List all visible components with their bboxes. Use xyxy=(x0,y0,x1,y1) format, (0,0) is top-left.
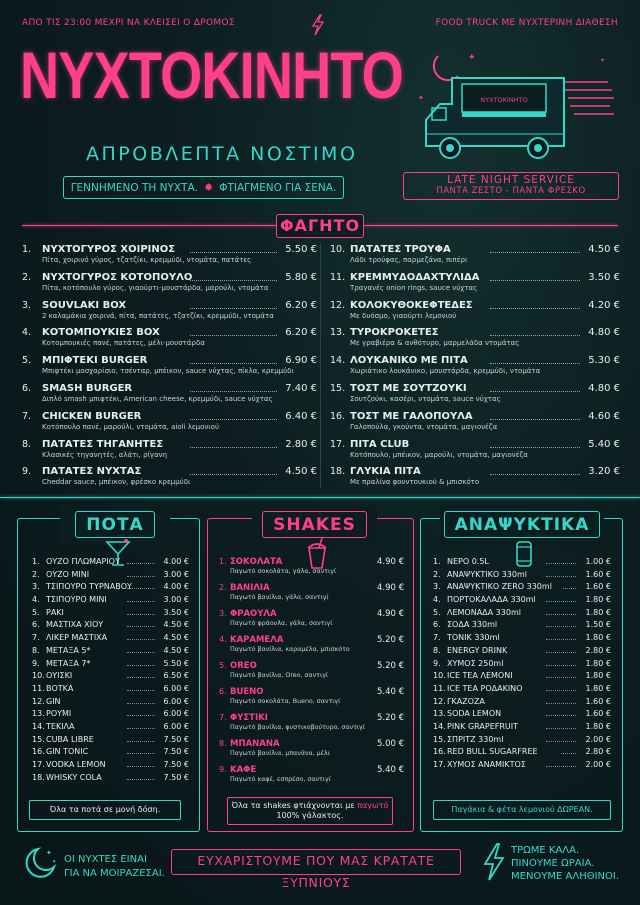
food-name: SMASH BURGER xyxy=(42,382,133,394)
list-item: 13. ΡΟΥΜΙ 6.00 € xyxy=(32,709,189,719)
food-item: 2. ΝΥΧΤΟΓΥΡΟΣ ΚΟΤΟΠΟΥΛΟ 5.80 € Πίτα, κοτόπουλο γύρος, γιαούρτι-μουστάρδα, μαρούλι, ντομάτα xyxy=(22,271,317,292)
list-item: 12. GIN 6.00 € xyxy=(32,696,189,706)
food-name: ΤΥΡΟΚΡΟΚΕΤΕΣ xyxy=(350,327,439,339)
food-price: 6.20 € xyxy=(285,299,317,311)
moon-stars-icon xyxy=(22,845,58,881)
food-desc: Διπλό smash μπιφτέκι, American cheese, κρεμμύδι, sauce νύχτας xyxy=(42,394,273,403)
food-name: ΓΛΥΚΙΑ ΠΙΤΑ xyxy=(350,466,421,478)
food-desc: Λάδι τρούφας, παρμεζάνα, πιπέρι xyxy=(350,256,468,264)
list-item: 3. ΑΝΑΨΥΚΤΙΚΟ ZERO 330ml 1.60 € xyxy=(433,582,611,592)
food-item: 6. SMASH BURGER 7.40 € Διπλό smash μπιφτέκι, American cheese, κρεμμύδι, sauce νύχτας xyxy=(22,382,317,403)
list-item: 5. OREO 5.20 € Παγωτό βανίλια, Oreo, σαντιγί xyxy=(219,661,404,679)
food-price: 3.20 € xyxy=(588,466,620,478)
soft-drinks-list xyxy=(433,557,611,773)
soft-drinks-header xyxy=(440,505,604,545)
list-item: 3. ΤΣΙΠΟΥΡΟ ΤΥΡΝΑΒΟΥ 4.00 € xyxy=(32,582,189,592)
list-item: 9. ΧΥΜΟΣ 250ml 1.80 € xyxy=(433,658,611,668)
food-name: ΤΟΣΤ ΜΕ ΣΟΥΤΖΟΥΚΙ xyxy=(350,382,467,394)
food-item: 12. ΚΟΛΟΚΥΘΟΚΕΦΤΕΔΕΣ 4.20 € Με δυόσμο, γιαούρτι λεμονιού xyxy=(330,299,620,320)
drinks-title: ΠΟΤΑ xyxy=(75,511,154,538)
food-desc: Κοτόπουλο πανέ, μαρούλι, ντομάτα, aioli λεμονιού xyxy=(42,422,220,431)
soft-drinks-title: ΑΝΑΨΥΚΤΙΚΑ xyxy=(444,511,601,538)
food-truck-icon xyxy=(404,42,618,170)
food-item: 3. SOUVLAKI BOX 6.20 € 2 καλαμάκια χοιρινά, πίτα, πατάτες, τζατζίκι, κρεμμύδι, ντομάτα xyxy=(22,299,317,320)
food-desc: Μπιφτέκι μοσχαρίσιο, τσένταρ, μπέικον, sauce νύχτας, πίκλα, κρεμμύδι xyxy=(42,367,294,376)
list-item: 17. VODKA LEMON 7.50 € xyxy=(32,760,189,769)
list-item: 2. ΟΥΖΟ MINI 3.00 € xyxy=(32,569,189,579)
food-item: 18. ΓΛΥΚΙΑ ΠΙΤΑ 3.20 € Με πραλίνα φουντουκιού & μπισκότο xyxy=(330,466,620,487)
list-item: 16. GIN TONIC 7.50 € xyxy=(32,747,189,757)
food-name: ΚΟΤΟΜΠΟΥΚΙΕΣ BOX xyxy=(42,327,160,339)
shakes-list xyxy=(219,557,404,791)
brand-title: ΝΥΧΤΟΚΙΝΗΤΟ xyxy=(20,38,403,112)
food-name: ΠΙΤΑ CLUB xyxy=(350,438,410,450)
food-name: ΝΥΧΤΟΓΥΡΟΣ ΚΟΤΟΠΟΥΛΟ xyxy=(42,271,193,283)
food-name: ΠΑΤΑΤΕΣ ΤΗΓΑΝΗΤΕΣ xyxy=(42,438,164,450)
list-item: 15. ΣΠΡΙΤΖ 330ml 2.00 € xyxy=(433,734,611,744)
food-desc: Πίτα, χοιρινό γύρος, τζατζίκι, κρεμμύδι, ντομάτα, πατάτες xyxy=(42,256,252,264)
food-name: ΜΠΙΦΤΕΚΙ BURGER xyxy=(42,355,148,367)
list-item: 6. BUENO 5.40 € Παγωτό σοκολάτα, Bueno, σαντιγί xyxy=(219,687,404,705)
list-item: 8. ENERGY DRINK 2.80 € xyxy=(433,645,611,655)
food-name: ΛΟΥΚΑΝΙΚΟ ΜΕ ΠΙΤΑ xyxy=(350,355,468,367)
food-item: 7. CHICKEN BURGER 6.40 € Κοτόπουλο πανέ, μαρούλι, ντομάτα, aioli λεμονιού xyxy=(22,410,317,431)
list-item: 14. ΤΕΚΙΛΑ 6.00 € xyxy=(32,721,189,731)
drinks-note: Όλα τα ποτά σε μονή δόση. xyxy=(29,800,181,820)
footer-right-line1: ΤΡΩΜΕ ΚΑΛΑ. xyxy=(511,845,580,856)
footer-right-line2: ΠΙΝΟΥΜΕ ΩΡΑΙΑ. xyxy=(511,858,595,869)
food-item: 10. ΠΑΤΑΤΕΣ ΤΡΟΥΦΑ 4.50 € Λάδι τρούφας, παρμεζάνα, πιπέρι xyxy=(330,244,620,264)
food-price: 7.40 € xyxy=(285,382,317,394)
late-night-subtitle: ΠΑΝΤΑ ΖΕΣΤΟ - ΠΑΝΤΑ ΦΡΕΣΚΟ xyxy=(436,186,586,196)
food-price: 6.40 € xyxy=(285,410,317,422)
list-item: 7. ΦΥΣΤΙΚΙ 5.20 € Παγωτό βανίλια, φυστικοβούτυρο, σαντιγί xyxy=(219,713,404,731)
truck-tagline: FOOD TRUCK ΜΕ ΝΥΧΤΕΡΙΝΗ ΔΙΑΘΕΣΗ xyxy=(435,18,618,28)
footer-left-line2: ΓΙΑ ΝΑ ΜΟΙΡΑΖΕΣΑΙ. xyxy=(64,867,165,879)
hours-text: ΑΠΟ ΤΙΣ 23:00 ΜΕΧΡΙ ΝΑ ΚΛΕΙΣΕΙ Ο ΔΡΟΜΟΣ xyxy=(22,18,235,28)
shakes-note: Όλα τα shakes φτιάχνονται με παγωτό 100% γάλακτος. xyxy=(227,797,393,825)
divider xyxy=(22,225,276,226)
truck-sign: ΝΥΧΤΟΚΙΝΗΤΟ xyxy=(480,96,528,104)
food-price: 4.80 € xyxy=(588,382,620,394)
slogan-right: ΦΤΙΑΓΜΕΝΟ ΓΙΑ ΣΕΝΑ. xyxy=(219,181,337,194)
food-desc: Γαλοπούλα, γκούντα, ντομάτα, μαγιονέζα xyxy=(350,422,498,431)
svg-text:✦: ✦ xyxy=(418,94,424,102)
list-item: 4. ΠΟΡΤΟΚΑΛΑΔΑ 330ml 1.80 € xyxy=(433,595,611,605)
late-night-box xyxy=(403,172,619,200)
food-list-right xyxy=(330,244,620,494)
sparkle-icon: ✸ xyxy=(204,181,214,194)
list-item: 12. ΓΚΑΖΟΖΑ 1.60 € xyxy=(433,696,611,706)
food-item: 11. ΚΡΕΜΜΥΔΟΔΑΧΤΥΛΙΔΑ 3.50 € Τραγανές onion rings, sauce νύχτας xyxy=(330,271,620,292)
list-item: 13. SODA LEMON 1.60 € xyxy=(433,709,611,719)
food-desc: Με δυόσμο, γιαούρτι λεμονιού xyxy=(350,311,457,320)
food-name: ΚΟΛΟΚΥΘΟΚΕΦΤΕΔΕΣ xyxy=(350,299,473,311)
list-item: 8. ΜΕΤΑΞΑ 5* 4.50 € xyxy=(32,645,189,655)
slogan-box xyxy=(63,176,344,199)
food-item: 15. ΤΟΣΤ ΜΕ ΣΟΥΤΖΟΥΚΙ 4.80 € Σουτζούκι, κασέρι, ντομάτα, sauce νύχτας xyxy=(330,382,620,403)
list-item: 9. ΚΑΦΕ 5.40 € Παγωτό καφέ, εσπρέσο, σαντιγί xyxy=(219,765,404,783)
list-item: 2. ΒΑΝΙΛΙΑ 4.90 € Παγωτό βανίλια, γάλα, σαντιγί xyxy=(219,583,404,601)
food-price: 4.20 € xyxy=(588,299,620,311)
food-price: 5.50 € xyxy=(285,244,317,255)
footer-left xyxy=(22,845,172,885)
food-name: CHICKEN BURGER xyxy=(42,410,142,422)
food-price: 5.40 € xyxy=(588,438,620,450)
svg-text:✦: ✦ xyxy=(46,849,52,857)
food-desc: Κλασικές τηγανητές, αλάτι, ρίγανη xyxy=(42,450,168,459)
food-desc: Πίτα, κοτόπουλο γύρος, γιαούρτι-μουστάρδα, μαρούλι, ντομάτα xyxy=(42,283,269,292)
footer-left-line1: ΟΙ ΝΥΧΤΕΣ ΕΙΝΑΙ xyxy=(64,854,147,865)
food-item: 1. ΝΥΧΤΟΓΥΡΟΣ ΧΟΙΡΙΝΟΣ 5.50 € Πίτα, χοιρινό γύρος, τζατζίκι, κρεμμύδι, ντομάτα, πατάτες xyxy=(22,244,317,264)
food-desc: Σουτζούκι, κασέρι, ντομάτα, sauce νύχτας xyxy=(350,394,501,403)
list-item: 11. ICE TEA ΡΟΔΑΚΙΝΟ 1.80 € xyxy=(433,683,611,693)
list-item: 11. ΒΟΤΚΑ 6.00 € xyxy=(32,683,189,693)
shakes-header xyxy=(252,505,377,545)
food-name: SOUVLAKI BOX xyxy=(42,299,127,311)
list-item: 16. RED BULL SUGARFREE 2.80 € xyxy=(433,747,611,757)
food-price: 4.60 € xyxy=(588,410,620,422)
shakes-title: SHAKES xyxy=(262,511,367,538)
list-item: 7. ΤΟΝΙΚ 330ml 1.80 € xyxy=(433,633,611,643)
list-item: 4. ΤΣΙΠΟΥΡΟ MINI 3.00 € xyxy=(32,595,189,605)
food-item: 9. ΠΑΤΑΤΕΣ ΝΥΧΤΑΣ 4.50 € Cheddar sauce, μπέικον, φρέσκο κρεμμύδι xyxy=(22,466,317,487)
slogan-left: ΓΕΝΝΗΜΕΝΟ ΤΗ ΝΥΧΤΑ. xyxy=(70,181,198,194)
list-item: 10. ICE TEA ΛΕΜΟΝΙ 1.80 € xyxy=(433,671,611,681)
food-name: ΝΥΧΤΟΓΥΡΟΣ ΧΟΙΡΙΝΟΣ xyxy=(42,244,176,255)
food-item: 16. ΤΟΣΤ ΜΕ ΓΑΛΟΠΟΥΛΑ 4.60 € Γαλοπούλα, γκούντα, ντομάτα, μαγιονέζα xyxy=(330,410,620,431)
list-item: 15. CUBA LIBRE 7.50 € xyxy=(32,734,189,744)
list-item: 4. ΚΑΡΑΜΕΛΑ 5.20 € Παγωτό βανίλια, καραμέλα, μπισκότο xyxy=(219,635,404,653)
food-item: 4. ΚΟΤΟΜΠΟΥΚΙΕΣ BOX 6.20 € Κοτομπουκιές πανέ, πατάτες, μέλι-μουστάρδα xyxy=(22,327,317,348)
list-item: 2. ΑΝΑΨΥΚΤΙΚΟ 330ml 1.60 € xyxy=(433,569,611,579)
divider xyxy=(0,497,640,498)
food-price: 4.50 € xyxy=(285,466,317,478)
list-item: 6. ΣΟΔΑ 330ml 1.50 € xyxy=(433,620,611,630)
footer-right xyxy=(478,840,628,890)
food-name: ΠΑΤΑΤΕΣ ΤΡΟΥΦΑ xyxy=(350,244,451,255)
list-item: 3. ΦΡΑΟΥΛΑ 4.90 € Παγωτό φράουλα, γάλα, σαντιγί xyxy=(219,609,404,627)
list-item: 10. ΟΥΙΣΚΙ 6.50 € xyxy=(32,671,189,681)
lightning-bolt-icon xyxy=(311,14,325,36)
list-item: 18. WHISKY COLA 7.50 € xyxy=(32,772,189,782)
list-item: 6. ΜΑΣΤΙΧΑ ΧΙΟΥ 4.50 € xyxy=(32,620,189,630)
food-price: 2.80 € xyxy=(285,438,317,450)
food-price: 4.50 € xyxy=(588,244,620,255)
divider xyxy=(364,225,618,226)
food-desc: 2 καλαμάκια χοιρινά, πίτα, πατάτες, τζατζίκι, κρεμμύδι, ντομάτα xyxy=(42,311,274,320)
list-item: 14. PINK GRAPEFRUIT 1.80 € xyxy=(433,721,611,731)
food-desc: Κοτομπουκιές πανέ, πατάτες, μέλι-μουστάρδα xyxy=(42,339,205,348)
food-list-left xyxy=(22,244,317,494)
food-price: 6.90 € xyxy=(285,355,317,367)
food-price: 4.80 € xyxy=(588,327,620,339)
list-item: 5. ΛΕΜΟΝΑΔΑ 330ml 1.80 € xyxy=(433,607,611,617)
svg-text:✦: ✦ xyxy=(468,53,476,63)
food-desc: Κοτόπουλο, μπέικον, μαρούλι, ντομάτα, μαγιονέζα xyxy=(350,450,528,459)
food-item: 8. ΠΑΤΑΤΕΣ ΤΗΓΑΝΗΤΕΣ 2.80 € Κλασικές τηγανητές, αλάτι, ρίγανη xyxy=(22,438,317,459)
svg-text:✦: ✦ xyxy=(600,57,606,64)
brand-subtitle: ΑΠΡΟΒΛΕΠΤΑ ΝΟΣΤΙΜΟ xyxy=(86,143,358,165)
footer-right-line3: ΜΕΝΟΥΜΕ ΑΛΗΘΙΝΟΙ. xyxy=(511,871,620,882)
food-item: 14. ΛΟΥΚΑΝΙΚΟ ΜΕ ΠΙΤΑ 5.30 € Χωριάτικο λουκάνικο, μουστάρδα, κρεμμύδι, ντομάτα xyxy=(330,355,620,376)
list-item: 17. ΧΥΜΟΣ ΑΝΑΜΙΚΤΟΣ 2.00 € xyxy=(433,760,611,769)
lightning-bolt-icon xyxy=(482,842,506,882)
thank-you-banner: ΕΥΧΑΡΙΣΤΟΥΜΕ ΠΟΥ ΜΑΣ ΚΡΑΤΑΤΕ ΞΥΠΝΙΟΥΣ xyxy=(171,849,461,875)
list-item: 7. ΛΙΚΕΡ ΜΑΣΤΙΧΑ 4.50 € xyxy=(32,633,189,643)
list-item: 1. ΝΕΡΟ 0.5L 1.00 € xyxy=(433,557,611,566)
food-item: 17. ΠΙΤΑ CLUB 5.40 € Κοτόπουλο, μπέικον, μαρούλι, ντομάτα, μαγιονέζα xyxy=(330,438,620,459)
list-item: 9. ΜΕΤΑΞΑ 7* 5.50 € xyxy=(32,658,189,668)
column-divider xyxy=(320,244,321,488)
food-name: ΠΑΤΑΤΕΣ ΝΥΧΤΑΣ xyxy=(42,466,142,478)
food-desc: Cheddar sauce, μπέικον, φρέσκο κρεμμύδι xyxy=(42,478,191,487)
drinks-header xyxy=(60,505,170,545)
list-item: 1. ΟΥΖΟ ΠΛΩΜΑΡΙΟΥ 4.00 € xyxy=(32,557,189,566)
food-item: 13. ΤΥΡΟΚΡΟΚΕΤΕΣ 4.80 € Με γραβιέρα & ανθότυρο, μαρμελάδα ντομάτας xyxy=(330,327,620,348)
list-item: 8. ΜΠΑΝΑΝΑ 5.00 € Παγωτό βανίλια, μπανάνα, μέλι xyxy=(219,739,404,757)
food-name: ΤΟΣΤ ΜΕ ΓΑΛΟΠΟΥΛΑ xyxy=(350,410,473,422)
food-desc: Με γραβιέρα & ανθότυρο, μαρμελάδα ντομάτας xyxy=(350,339,520,348)
food-item: 5. ΜΠΙΦΤΕΚΙ BURGER 6.90 € Μπιφτέκι μοσχαρίσιο, τσένταρ, μπέικον, sauce νύχτας, πίκλα, κρεμμύδι xyxy=(22,355,317,376)
late-night-title: LATE NIGHT SERVICE xyxy=(447,174,575,186)
food-name: ΚΡΕΜΜΥΔΟΔΑΧΤΥΛΙΔΑ xyxy=(350,271,480,283)
drinks-list xyxy=(32,557,189,785)
food-price: 5.80 € xyxy=(285,271,317,283)
food-section-title: ΦΑΓΗΤΟ xyxy=(276,214,364,238)
list-item: 1. ΣΟΚΟΛΑΤΑ 4.90 € Παγωτό σοκολάτα, γάλα, σαντιγί xyxy=(219,557,404,575)
food-price: 5.30 € xyxy=(588,355,620,367)
food-desc: Με πραλίνα φουντουκιού & μπισκότο xyxy=(350,478,480,487)
food-desc: Χωριάτικο λουκάνικο, μουστάρδα, κρεμμύδι, ντομάτα xyxy=(350,367,541,376)
food-price: 3.50 € xyxy=(588,271,620,283)
soft-drinks-note: Παγάκια & φέτα λεμονιού ΔΩΡΕΑΝ. xyxy=(433,800,611,820)
list-item: 5. ΡΑΚΙ 3.50 € xyxy=(32,607,189,617)
food-desc: Τραγανές onion rings, sauce νύχτας xyxy=(350,283,478,292)
food-price: 6.20 € xyxy=(285,327,317,339)
svg-text:✦: ✦ xyxy=(52,859,57,865)
